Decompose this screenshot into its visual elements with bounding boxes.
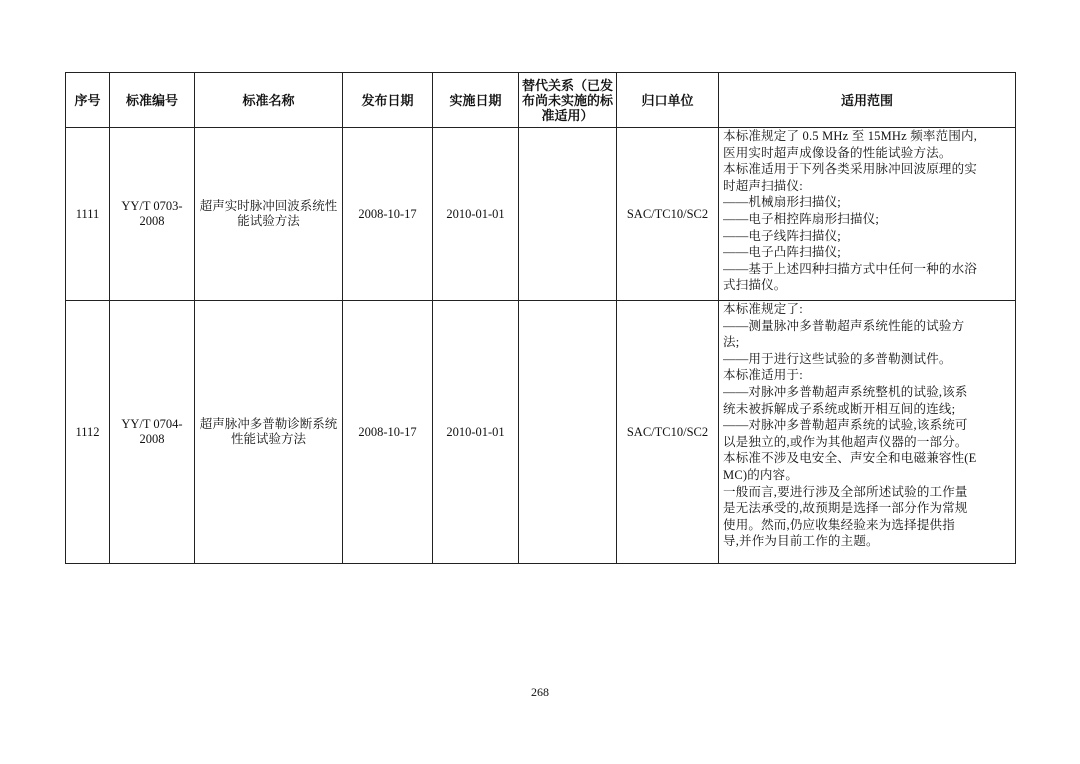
cell-seq: 1111 <box>66 128 110 301</box>
table-row <box>66 128 1016 301</box>
scope-line: MC)的内容。 <box>723 467 799 482</box>
table-row <box>66 301 1016 564</box>
scope-line: 导,并作为目前工作的主题。 <box>723 534 879 549</box>
scope-line: ——电子线阵扫描仪; <box>723 228 841 243</box>
scope-line: 一般而言,要进行涉及全部所述试验的工作量 <box>723 484 968 499</box>
scope-line: ——电子相控阵扇形扫描仪; <box>723 211 880 226</box>
scope-line: ——机械扇形扫描仪; <box>723 195 841 210</box>
standards-table <box>65 72 1016 564</box>
cell-publish-date: 2008-10-17 <box>343 128 433 301</box>
cell-name: 超声实时脉冲回波系统性能试验方法 <box>195 128 343 301</box>
scope-line: ——对脉冲多普勒超声系统整机的试验,该系 <box>723 384 968 399</box>
scope-line: ——用于进行这些试验的多普勒测试件。 <box>723 351 952 366</box>
scope-line: ——测量脉冲多普勒超声系统性能的试验方 <box>723 318 965 333</box>
cell-replace <box>519 128 617 301</box>
scope-line: 本标准适用于: <box>723 368 803 383</box>
cell-implement-date: 2010-01-01 <box>433 128 519 301</box>
header-publish-date: 发布日期 <box>343 73 433 128</box>
header-seq: 序号 <box>66 73 110 128</box>
header-scope: 适用范围 <box>719 73 1016 128</box>
cell-code: YY/T 0703-2008 <box>110 128 195 301</box>
scope-line: 使用。然而,仍应收集经验来为选择提供指 <box>723 517 955 532</box>
table-header-row <box>66 73 1016 128</box>
scope-line: ——电子凸阵扫描仪; <box>723 245 841 260</box>
cell-replace <box>519 301 617 564</box>
scope-line: 时超声扫描仪: <box>723 178 803 193</box>
header-authority: 归口单位 <box>617 73 719 128</box>
cell-scope <box>719 128 1016 301</box>
scope-line: 式扫描仪。 <box>723 278 787 293</box>
cell-scope <box>719 301 1016 564</box>
scope-line: 本标准适用于下列各类采用脉冲回波原理的实 <box>723 162 978 177</box>
page-number: 268 <box>531 685 549 699</box>
cell-authority: SAC/TC10/SC2 <box>617 301 719 564</box>
scope-line: 本标准规定了 0.5 MHz 至 15MHz 频率范围内, <box>723 129 978 143</box>
header-code: 标准编号 <box>110 73 195 128</box>
header-replace: 替代关系（已发布尚未实施的标准适用） <box>519 73 617 128</box>
cell-publish-date: 2008-10-17 <box>343 301 433 564</box>
header-name: 标准名称 <box>195 73 343 128</box>
scope-line: 本标准不涉及电安全、声安全和电磁兼容性(E <box>723 451 977 466</box>
scope-line: 以是独立的,或作为其他超声仪器的一部分。 <box>723 434 968 449</box>
cell-name: 超声脉冲多普勒诊断系统性能试验方法 <box>195 301 343 564</box>
header-implement-date: 实施日期 <box>433 73 519 128</box>
scope-line: 法; <box>723 335 740 350</box>
scope-line: ——对脉冲多普勒超声系统的试验,该系统可 <box>723 418 968 433</box>
scope-line: 本标准规定了: <box>723 302 803 316</box>
scope-line: ——基于上述四种扫描方式中任何一种的水浴 <box>723 261 978 276</box>
cell-authority: SAC/TC10/SC2 <box>617 128 719 301</box>
scope-line: 是无法承受的,故预期是选择一部分作为常规 <box>723 501 968 516</box>
cell-implement-date: 2010-01-01 <box>433 301 519 564</box>
scope-line: 医用实时超声成像设备的性能试验方法。 <box>723 145 952 160</box>
scope-line: 统未被拆解成子系统或断开相互间的连线; <box>723 401 956 416</box>
cell-code: YY/T 0704-2008 <box>110 301 195 564</box>
cell-seq: 1112 <box>66 301 110 564</box>
